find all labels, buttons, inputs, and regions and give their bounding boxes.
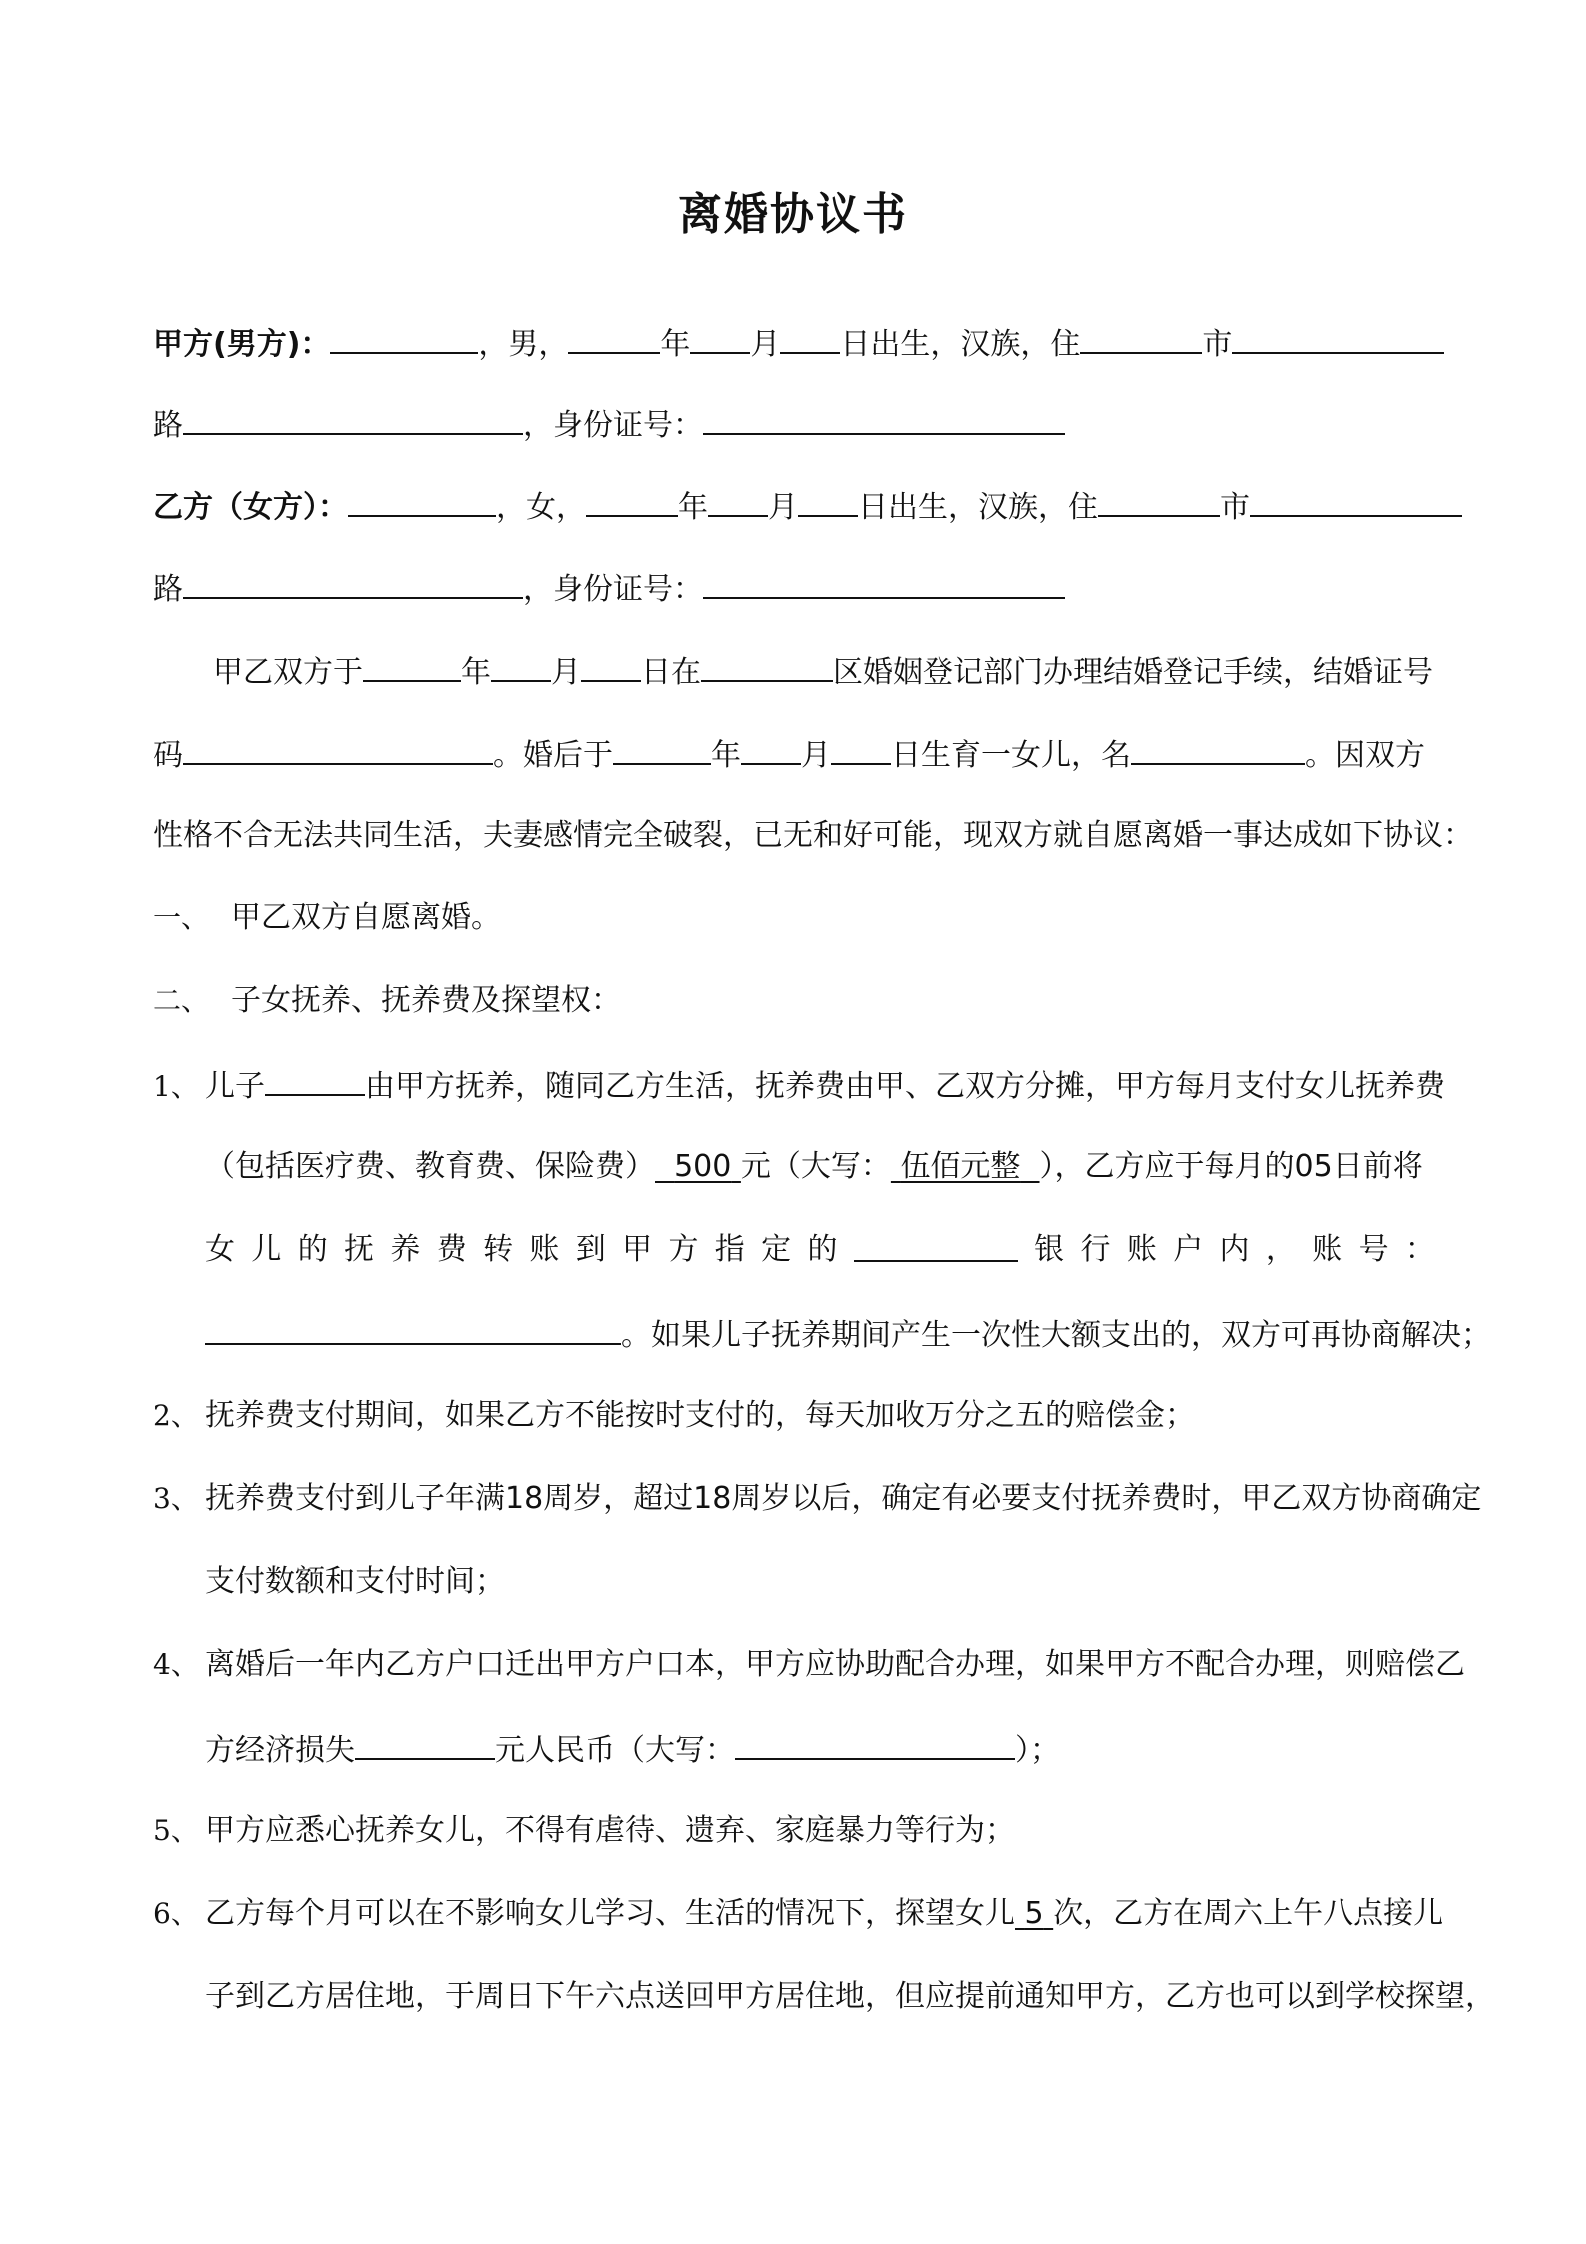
item-4-line-1 (153, 1645, 1465, 1685)
registration-district-blank[interactable] (701, 650, 833, 682)
item-char: 账 (1312, 1232, 1343, 1267)
item-number: 1、 (153, 1070, 199, 1103)
birth-month-blank[interactable] (741, 733, 801, 765)
item-char: 费 (436, 1232, 467, 1267)
month-label: 月 (551, 655, 581, 690)
party-b-line-2 (153, 567, 1065, 610)
item-3-line-1 (153, 1479, 1481, 1519)
item-text: 抚养费支付到儿子年满18周岁，超过18周岁以后，确定有必要支付抚养费时，甲乙双方协商确定 (205, 1481, 1482, 1516)
item-text: 。如果儿子抚养期间产生一次性大额支出的，双方可再协商解决； (621, 1318, 1491, 1353)
item-number: 5、 (153, 1814, 199, 1847)
party-b-city-blank[interactable] (1250, 485, 1462, 517)
item-1-line-1 (153, 1064, 1445, 1107)
item-char: 银 (1034, 1232, 1065, 1267)
item-text: ），乙方应于每月的05日前将 (1039, 1149, 1423, 1184)
intro-line-3: 性格不合无法共同生活，夫妻感情完全破裂，已无和好可能，现双方就自愿离婚一事达成如下协议： (153, 818, 1473, 853)
intro-text: 甲乙双方于 (213, 655, 363, 690)
item-text: 元人民币（大写： (495, 1733, 735, 1768)
item-number: 6、 (153, 1897, 199, 1930)
party-a-day-blank[interactable] (780, 322, 840, 354)
item-char: 号 (1358, 1232, 1389, 1267)
section-1 (153, 898, 501, 938)
item-1-line-2 (205, 1147, 1423, 1187)
item-char: 行 (1080, 1232, 1111, 1267)
son-name-blank[interactable] (265, 1064, 365, 1096)
party-b-name-blank[interactable] (348, 485, 496, 517)
city-label: 市 (1202, 327, 1233, 362)
item-char: 到 (575, 1232, 606, 1267)
birth-year-blank[interactable] (613, 733, 711, 765)
item-text: 抚养费支付期间，如果乙方不能按时支付的，每天加收万分之五的赔偿金； (205, 1398, 1195, 1433)
item-2 (153, 1396, 1195, 1436)
item-char: 甲 (622, 1232, 653, 1267)
party-a-id-blank[interactable] (703, 403, 1065, 435)
bank-name-blank[interactable] (854, 1230, 1018, 1262)
item-text: ）； (1015, 1733, 1060, 1768)
support-amount-words (891, 1149, 1040, 1184)
intro-text: 。婚后于 (493, 738, 613, 773)
intro-text: 日生育一女儿，名 (891, 738, 1131, 773)
compensation-words-blank[interactable] (735, 1728, 1015, 1760)
section-number: 二、 (153, 984, 210, 1017)
item-char: 养 (390, 1232, 421, 1267)
item-char: 的 (807, 1232, 838, 1267)
daughter-name-blank[interactable] (1131, 733, 1305, 765)
item-char: 定 (761, 1232, 792, 1267)
item-text: 乙方每个月可以在不影响女儿学习、生活的情况下，探望女儿 (205, 1896, 1015, 1931)
item-char: ， (1265, 1232, 1296, 1267)
item-1-line-4 (205, 1313, 1491, 1356)
item-text: 由甲方抚养，随同乙方生活，抚养费由甲、乙双方分摊，甲方每月支付女儿抚养费 (365, 1069, 1445, 1104)
item-1-line-3 (205, 1230, 1435, 1270)
party-a-residence-blank[interactable] (1080, 322, 1202, 354)
item-4-line-2 (205, 1728, 1060, 1771)
item-char: 方 (668, 1232, 699, 1267)
month-label: 月 (750, 327, 781, 362)
year-label: 年 (461, 655, 491, 690)
item-char: 抚 (344, 1232, 375, 1267)
party-a-line-2 (153, 403, 1065, 446)
item-number: 2、 (153, 1399, 199, 1432)
support-amount-value: 500 (674, 1149, 732, 1184)
item-text: 元（大写： (740, 1149, 891, 1184)
item-6-line-2: 子到乙方居住地，于周日下午六点送回甲方居住地，但应提前通知甲方，乙方也可以到学校探望， (205, 1979, 1495, 2014)
party-b-road-blank[interactable] (183, 567, 523, 599)
item-char: ： (1404, 1232, 1435, 1267)
certificate-number-blank[interactable] (183, 733, 493, 765)
road-label: 路 (153, 572, 183, 607)
item-char: 内 (1219, 1232, 1250, 1267)
item-text: 离婚后一年内乙方户口迁出甲方户口本，甲方应协助配合办理，如果甲方不配合办理，则赔偿乙 (205, 1647, 1465, 1682)
party-a-gender: ，男， (478, 327, 569, 362)
party-a-city-blank[interactable] (1232, 322, 1444, 354)
intro-text: 区婚姻登记部门办理结婚登记手续，结婚证号 (833, 655, 1433, 690)
birth-day-blank[interactable] (831, 733, 891, 765)
visit-times (1015, 1896, 1053, 1931)
party-b-year-blank[interactable] (586, 485, 678, 517)
year-label: 年 (711, 738, 741, 773)
account-number-blank[interactable] (205, 1313, 621, 1345)
item-char: 账 (1126, 1232, 1157, 1267)
party-b-line-1 (153, 485, 1462, 528)
intro-line-1 (213, 650, 1433, 693)
party-a-label: 甲方(男方)： (153, 327, 331, 362)
support-amount (655, 1149, 741, 1184)
party-b-gender: ，女， (496, 490, 586, 525)
party-b-label: 乙方（女方）： (153, 490, 348, 525)
party-b-residence-blank[interactable] (1098, 485, 1220, 517)
marriage-year-blank[interactable] (363, 650, 461, 682)
party-a-month-blank[interactable] (690, 322, 750, 354)
item-char: 儿 (251, 1232, 282, 1267)
party-b-month-blank[interactable] (708, 485, 768, 517)
intro-line-2 (153, 733, 1425, 776)
party-b-id-label: ，身份证号： (523, 572, 703, 607)
party-a-line-1 (153, 322, 1444, 365)
document-title: 离婚协议书 (678, 189, 908, 240)
visit-times-value: 5 (1024, 1896, 1044, 1931)
city-label: 市 (1220, 490, 1250, 525)
month-label: 月 (801, 738, 831, 773)
item-text: 方经济损失 (205, 1733, 355, 1768)
birth-label: 日出生，汉族，住 (858, 490, 1098, 525)
item-6-line-1 (153, 1894, 1443, 1934)
party-a-year-blank[interactable] (568, 322, 660, 354)
section-text: 甲乙双方自愿离婚。 (231, 900, 501, 935)
support-amount-words-value: 伍佰元整 (900, 1149, 1021, 1184)
item-number: 4、 (153, 1648, 199, 1681)
item-char: 的 (297, 1232, 328, 1267)
party-b-day-blank[interactable] (798, 485, 858, 517)
item-char: 账 (529, 1232, 560, 1267)
compensation-amount-blank[interactable] (355, 1728, 495, 1760)
item-5 (153, 1811, 1015, 1851)
year-label: 年 (660, 327, 691, 362)
party-a-name-blank[interactable] (330, 322, 478, 354)
item-3-line-2: 支付数额和支付时间； (205, 1564, 505, 1599)
item-char: 指 (714, 1232, 745, 1267)
item-text: （包括医疗费、教育费、保险费） (205, 1149, 655, 1184)
section-text: 子女抚养、抚养费及探望权： (231, 983, 621, 1018)
birth-label: 日出生，汉族，住 (840, 327, 1081, 362)
party-a-id-label: ，身份证号： (523, 408, 703, 443)
item-text: 甲方应悉心抚养女儿，不得有虐待、遗弃、家庭暴力等行为； (205, 1813, 1015, 1848)
item-char: 转 (483, 1232, 514, 1267)
month-label: 月 (768, 490, 798, 525)
party-a-road-blank[interactable] (183, 403, 523, 435)
marriage-day-blank[interactable] (581, 650, 641, 682)
year-label: 年 (678, 490, 708, 525)
section-2 (153, 981, 621, 1021)
marriage-month-blank[interactable] (491, 650, 551, 682)
item-number: 3、 (153, 1482, 199, 1515)
road-label: 路 (153, 408, 183, 443)
item-text: 次，乙方在周六上午八点接儿 (1053, 1896, 1444, 1931)
item-text: 儿子 (205, 1069, 265, 1104)
intro-text: 码 (153, 738, 183, 773)
item-char: 户 (1173, 1232, 1204, 1267)
item-char: 女 (205, 1232, 235, 1267)
day-label: 日在 (641, 655, 701, 690)
party-b-id-blank[interactable] (703, 567, 1065, 599)
intro-text: 。因双方 (1305, 738, 1425, 773)
section-number: 一、 (153, 901, 210, 934)
